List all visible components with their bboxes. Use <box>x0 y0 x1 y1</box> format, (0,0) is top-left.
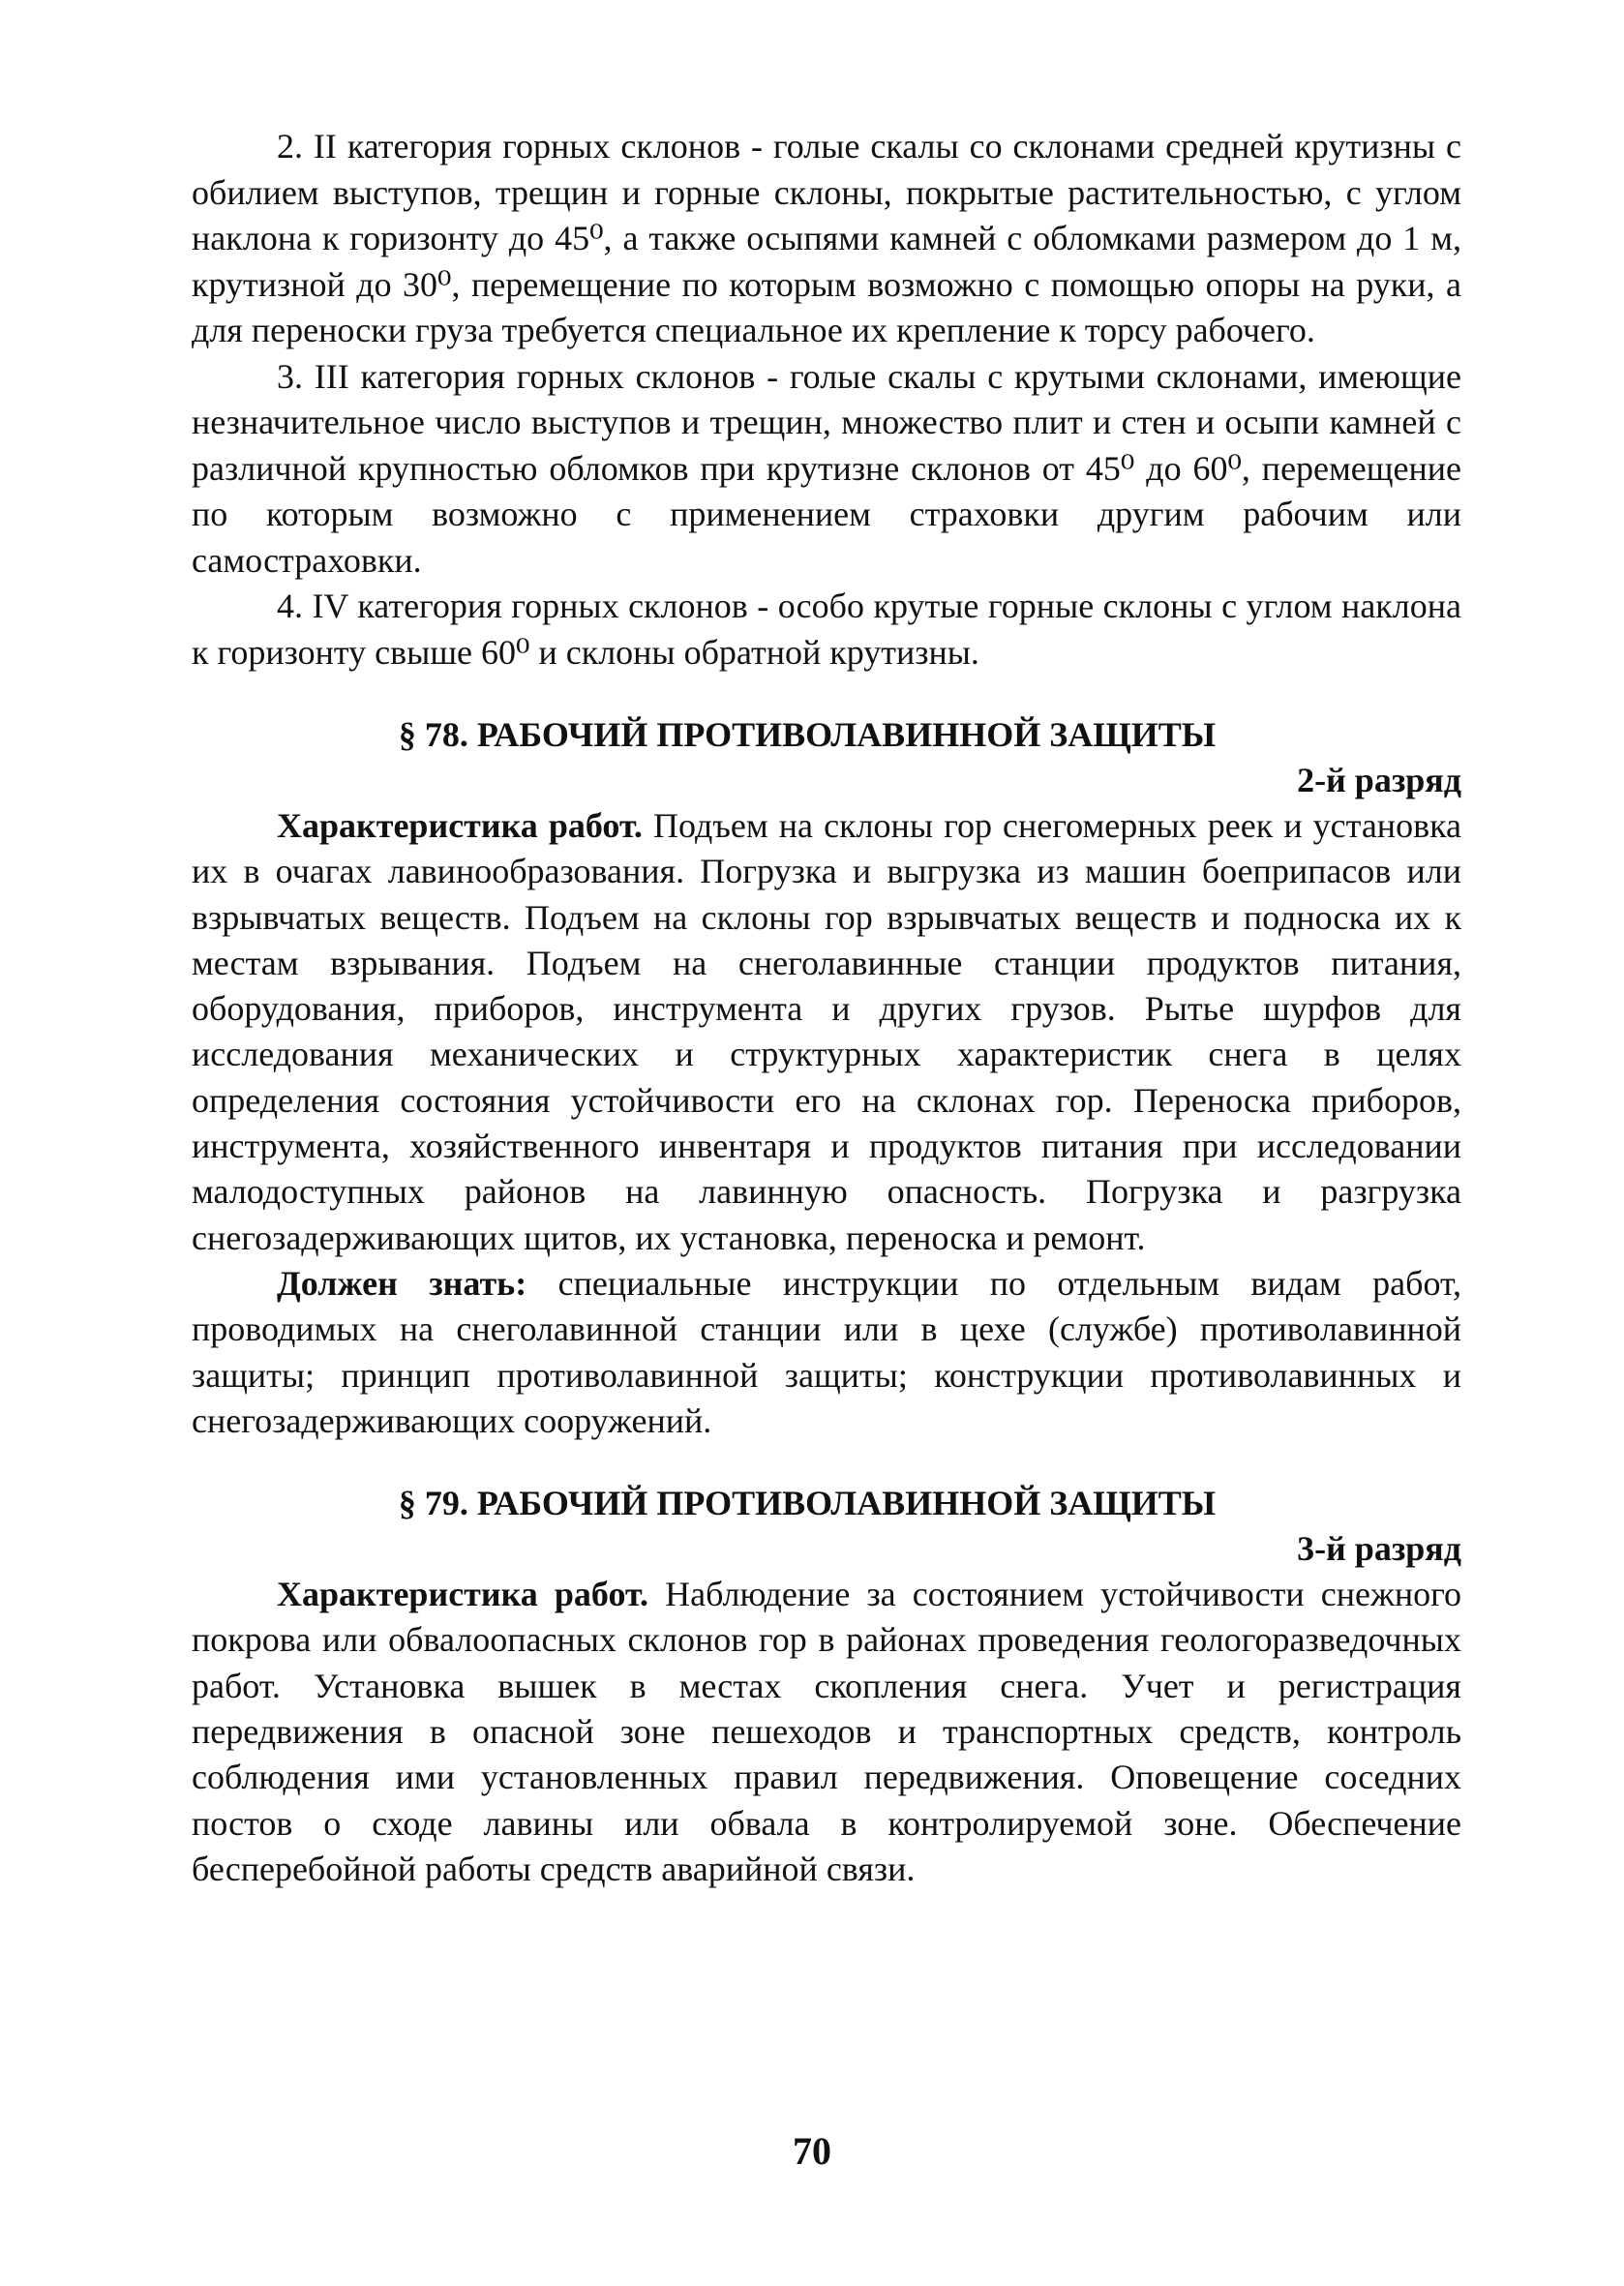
section-78-must-know <box>192 1261 1461 1444</box>
category-4-paragraph: 4. IV категория горных склонов - особо крутые горные склоны с углом наклона к горизонту свыше 60⁰ и склоны обратной крутизны. <box>192 587 1461 672</box>
section-78-title: § 78. РАБОЧИЙ ПРОТИВОЛАВИННОЙ ЗАЩИТЫ <box>398 715 1217 754</box>
category-2-paragraph: 2. II категория горных склонов - голые скалы со склонами средней крутизны с обилием выступов, трещин и горные склоны, покрытые растительностью, с углом наклона к горизонту до 45⁰, а также осыпями камней с обломками размером до 1 м, крутизной до 30⁰, перемещение по которым возможно с помощью опоры на руки, а для переноски груза требуется специальное их крепление к торсу рабочего. <box>192 127 1461 349</box>
section-78-characteristics-label: Характеристика работ. <box>277 806 643 845</box>
section-78-characteristics-text: Подъем на склоны гор снегомерных реек и установка их в очагах лавинообразования. Погрузка и выгрузка из машин боеприпасов или взрывчатых веществ. Подъем на склоны гор взрывчатых веществ и подноска их к местам взрывания. Подъем на снеголавинные станции продуктов питания, оборудования, приборов, инструмента и других грузов. Рытье шурфов для исследования механических и структурных характеристик снега в целях определения состояния устойчивости его на склонах гор. Переноска приборов, инструмента, хозяйственного инвентаря и продуктов питания при исследовании малодоступных районов на лавинную опасность. Погрузка и разгрузка снегозадерживающих щитов, их установка, переноска и ремонт. <box>192 806 1461 1257</box>
section-79-rank: 3-й разряд <box>1297 1529 1461 1569</box>
section-79-characteristics-label: Характеристика работ. <box>277 1575 648 1614</box>
page-number: 70 <box>793 2129 831 2173</box>
section-78-rank: 2-й разряд <box>1297 761 1461 799</box>
document-page <box>192 124 1461 1892</box>
section-79-title: § 79. РАБОЧИЙ ПРОТИВОЛАВИННОЙ ЗАЩИТЫ <box>398 1484 1217 1523</box>
section-79-characteristics <box>192 1572 1461 1892</box>
section-78-characteristics <box>192 803 1461 1261</box>
section-78-must-know-text: специальные инструкции по отдельным видам работ, проводимых на снеголавинной станции или в цехе (службе) противолавинной защиты; принцип противолавинной защиты; конструкции противолавинных и снегозадерживающих сооружений. <box>192 1263 1461 1440</box>
category-3-paragraph: 3. III категория горных склонов - голые скалы с крутыми склонами, имеющие незначительное число выступов и трещин, множество плит и стен и осыпи камней с различной крупностью обломков при крутизне склонов от 45⁰ до 60⁰, перемещение по которым возможно с применением страховки другим рабочим или самостраховки. <box>192 356 1461 580</box>
section-78-must-know-label: Должен знать: <box>277 1263 527 1303</box>
section-79-characteristics-text: Наблюдение за состоянием устойчивости снежного покрова или обвалоопасных склонов гор в районах проведения геологоразведочных работ. Установка вышек в местах скопления снега. Учет и регистрация передвижения в опасной зоне пешеходов и транспортных средств, контроль соблюдения ими установленных правил передвижения. Оповещение соседних постов о сходе лавины или обвала в контролируемой зоне. Обеспечение бесперебойной работы средств аварийной связи. <box>192 1575 1462 1888</box>
